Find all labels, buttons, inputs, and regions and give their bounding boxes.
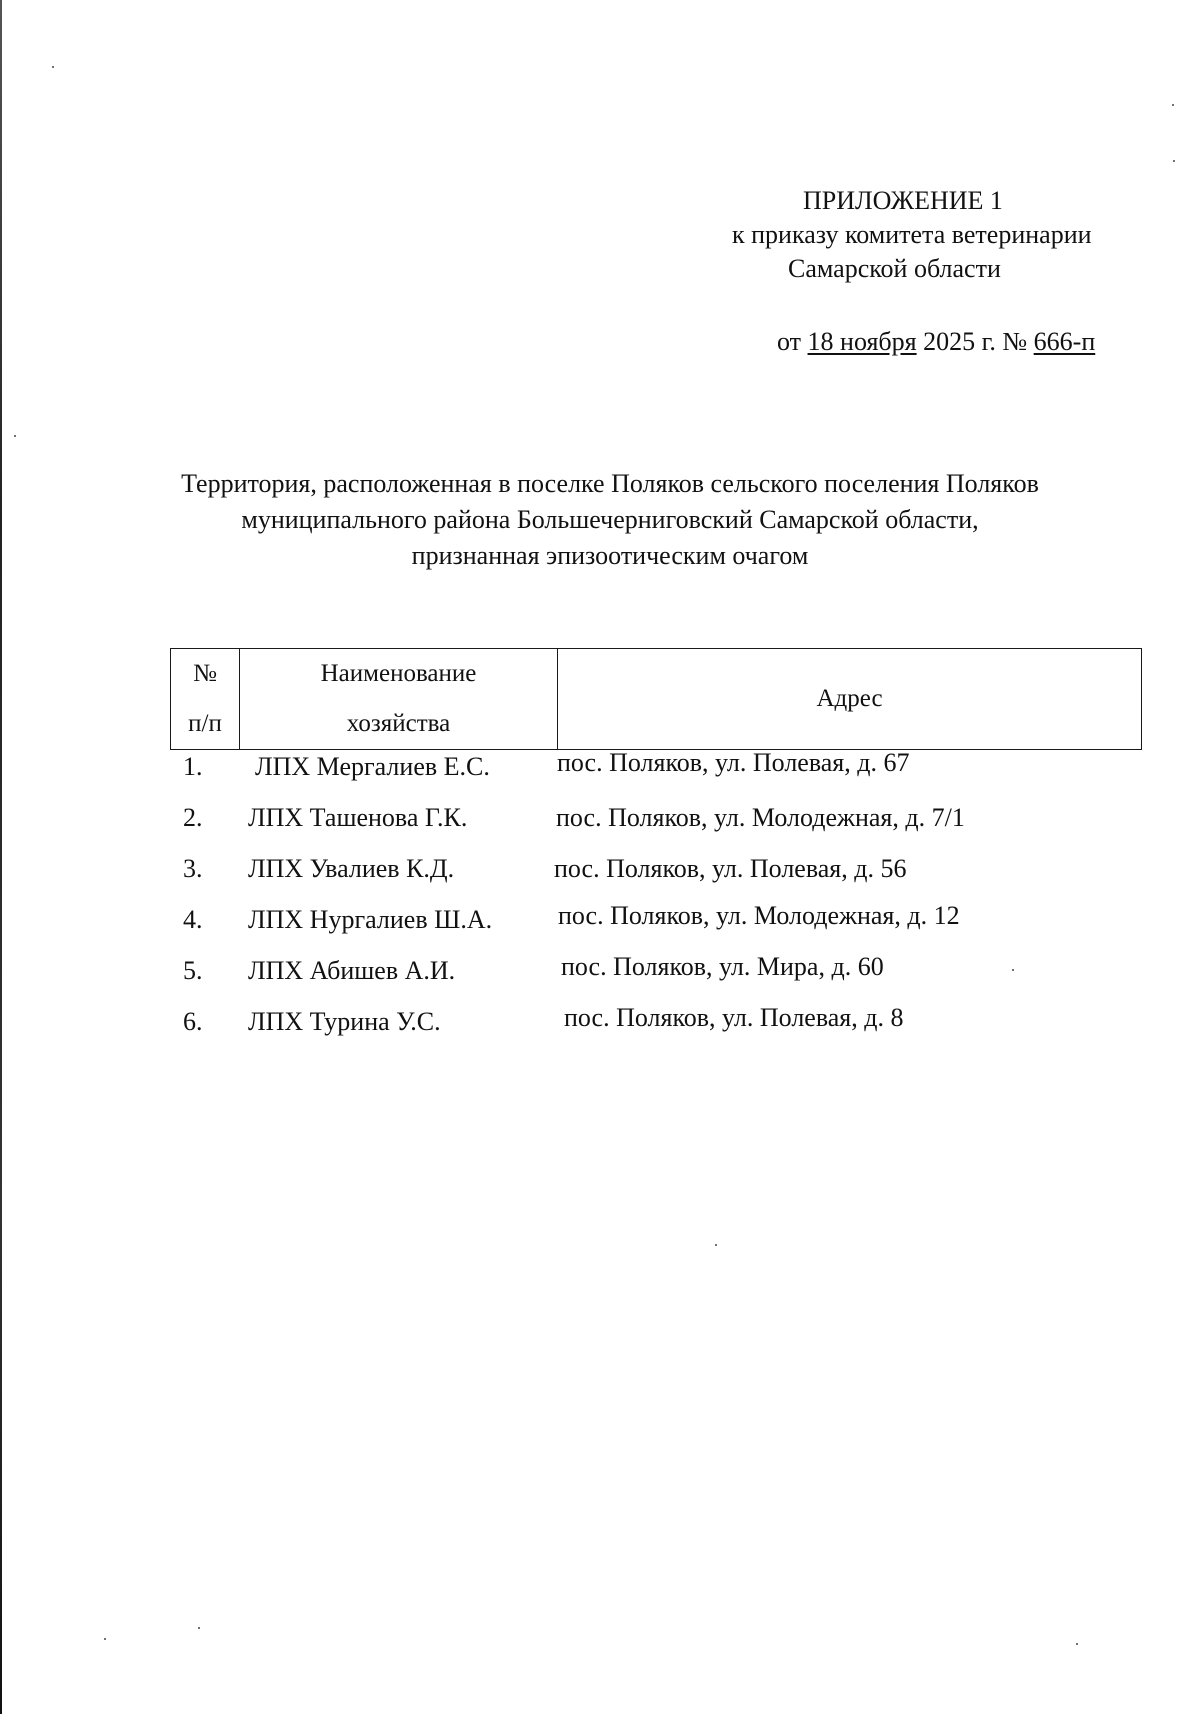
farm-address: пос. Поляков, ул. Полевая, д. 56: [554, 854, 907, 883]
document-heading: [160, 466, 1060, 574]
appendix-region: Самарской области: [788, 254, 1001, 283]
farm-address: пос. Поляков, ул. Полевая, д. 67: [557, 748, 910, 777]
table-header: [170, 648, 1142, 750]
order-date: 18 ноября: [807, 327, 917, 356]
farm-address: пос. Поляков, ул. Мира, д. 60: [561, 952, 884, 981]
header-address: Адрес: [558, 649, 1142, 750]
header-number: [171, 649, 240, 750]
appendix-title: ПРИЛОЖЕНИЕ 1: [803, 186, 1003, 215]
scan-speck: [104, 1638, 106, 1640]
header-name-line-1: Наименование: [320, 660, 477, 687]
table-row: [170, 799, 1150, 850]
row-number: 2.: [183, 803, 203, 832]
row-number: 3.: [183, 854, 203, 883]
farm-address: пос. Поляков, ул. Молодежная, д. 7/1: [556, 803, 965, 832]
farm-name: ЛПХ Ташенова Г.К.: [248, 803, 468, 832]
table-row: [170, 901, 1150, 952]
header-number-line-2: п/п: [188, 710, 222, 737]
heading-line-3: признанная эпизоотическим очагом: [411, 541, 809, 570]
scan-speck: [198, 1627, 200, 1629]
table-row: [170, 748, 1150, 799]
table-row: [170, 850, 1150, 901]
order-reference: [777, 327, 1095, 357]
header-number-line-1: №: [193, 660, 217, 687]
order-number-sign: №: [1002, 327, 1028, 356]
farm-name: ЛПХ Мергалиев Е.С.: [255, 752, 490, 781]
farm-name: ЛПХ Нургалиев Ш.А.: [248, 905, 493, 934]
appendix-block: [700, 184, 1140, 286]
table-row: [170, 1003, 1150, 1054]
table-row: [170, 952, 1150, 1003]
header-name-line-2: хозяйства: [346, 710, 451, 737]
order-year: 2025 г.: [923, 327, 996, 356]
farm-address: пос. Поляков, ул. Молодежная, д. 12: [558, 901, 960, 930]
scan-speck: [715, 1244, 717, 1246]
row-number: 6.: [183, 1007, 203, 1036]
heading-line-1: Территория, расположенная в поселке Поляков сельского поселения Поляков: [181, 469, 1039, 498]
scan-speck: [1076, 1643, 1078, 1645]
row-number: 1.: [183, 752, 203, 781]
heading-line-2: муниципального района Большечерниговский Самарской области,: [241, 505, 979, 534]
row-number: 5.: [183, 956, 203, 985]
farm-name: ЛПХ Увалиев К.Д.: [248, 854, 455, 883]
farm-name: ЛПХ Абишев А.И.: [248, 956, 456, 985]
table-body: [170, 748, 1150, 1054]
row-number: 4.: [183, 905, 203, 934]
order-number: 666-п: [1033, 327, 1096, 356]
farm-address: пос. Поляков, ул. Полевая, д. 8: [564, 1003, 904, 1032]
scan-edge: [0, 0, 2, 1714]
scan-speck: [1172, 104, 1174, 106]
farm-name: ЛПХ Турина У.С.: [248, 1007, 441, 1036]
scan-speck: [52, 66, 54, 68]
appendix-subtitle: к приказу комитета ветеринарии: [732, 220, 1092, 249]
order-prefix: от: [777, 327, 802, 356]
scan-speck: [14, 435, 16, 437]
scan-speck: [1173, 160, 1175, 162]
header-name: [240, 649, 558, 750]
